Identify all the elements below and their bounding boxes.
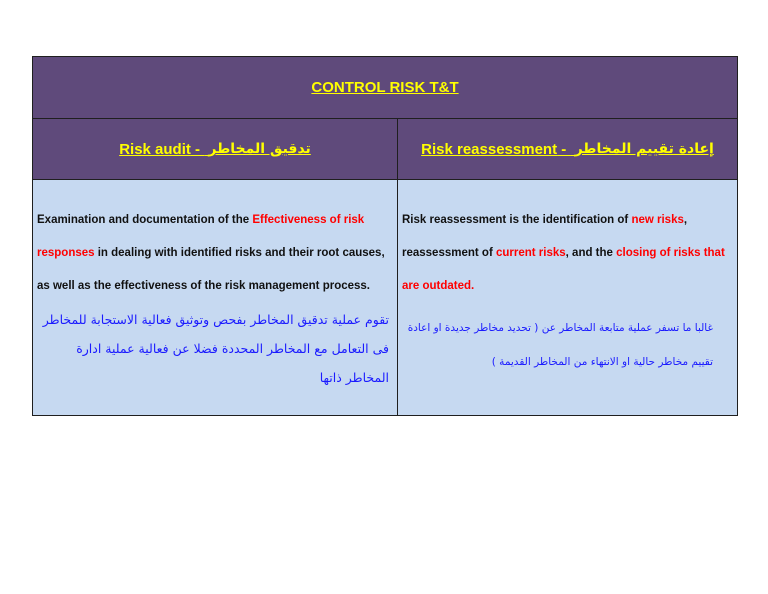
reassessment-highlight-current: current risks [495,247,566,259]
risk-audit-text-1: Examination and documentation of the [37,214,253,226]
risk-reassessment-cell [398,180,737,415]
risk-reassessment-header-en: Risk reassessment [421,140,558,158]
reassessment-highlight-new: new risks [631,214,684,226]
table-title: CONTROL RISK T&T [311,79,459,96]
risk-audit-text-2: in dealing with identified risks and their root causes, as well as the effectiveness of the risk management process. [37,247,385,292]
risk-reassessment-header-sep: - [557,140,571,158]
reassessment-highlight-closing: closing of risks that are outdated. [402,247,725,292]
reassessment-text-2: , reassessment of [402,214,688,259]
risk-audit-header-sep: - [190,140,205,158]
risk-reassessment-definition [402,204,733,303]
risk-reassessment-header-ar: إعادة تقييم المخاطر [574,141,714,157]
risk-audit-highlight: Effectiveness of risk responses [37,214,365,259]
risk-reassessment-arabic: غالبا ما تسفر عملية متابعة المخاطر عن ( تحديد مخاطر جديدة او اعادة تقييم مخاطر حالية او الانتهاء من المخاطر القديمة ) [407,322,713,368]
risk-audit-cell [33,180,398,415]
risk-reassessment-header [398,119,737,180]
risk-audit-header [33,119,398,180]
reassessment-text-3: , and the [565,247,617,259]
risk-audit-header-ar: تدقيق المخاطر [208,141,311,157]
risk-audit-definition [37,204,393,303]
reassessment-text-1: Risk reassessment is the identification of [402,214,632,226]
table-title-row [33,57,737,119]
risk-audit-arabic: تقوم عملية تدقيق المخاطر بفحص وتوثيق فعالية الاستجابة للمخاطر فى التعامل مع المخاطر المحددة فضلا عن فعالية عملية ادارة المخاطر ذاتها [42,312,389,385]
risk-audit-header-en: Risk audit [119,140,191,158]
control-risk-table [32,56,738,416]
